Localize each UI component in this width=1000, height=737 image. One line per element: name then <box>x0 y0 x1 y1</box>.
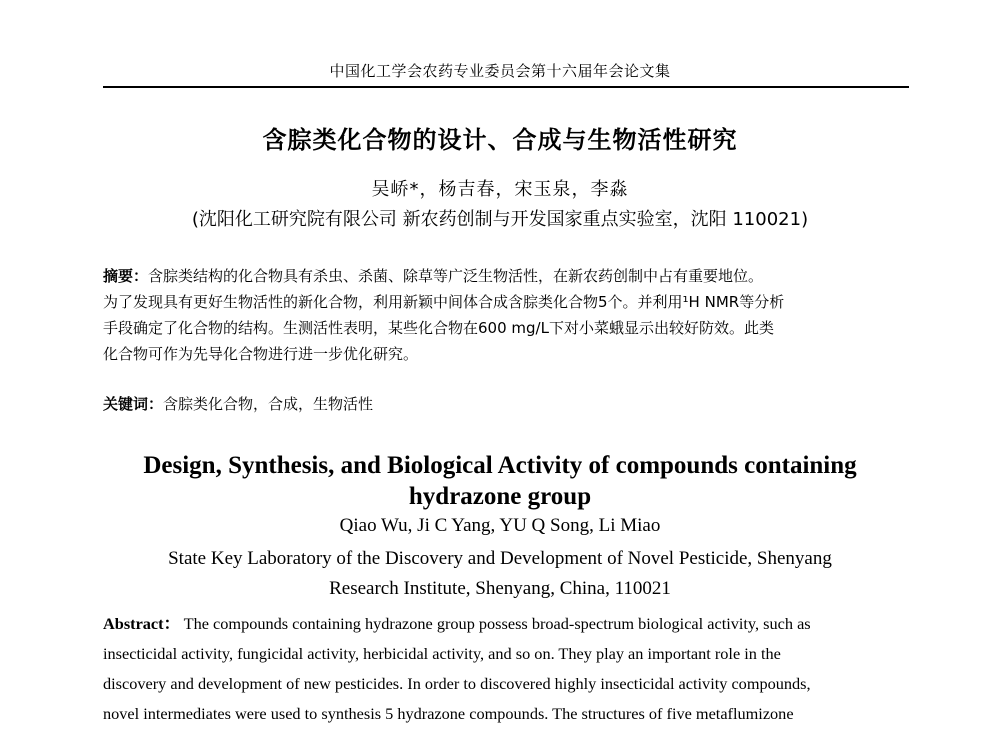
chinese-abstract-line: 摘要：含腙类结构的化合物具有杀虫、杀菌、除草等广泛生物活性，在新农药创制中占有重要地位。 <box>103 267 764 285</box>
english-affiliation-line: State Key Laboratory of the Discovery and Development of Novel Pesticide, Shenyang <box>168 548 832 569</box>
english-authors: Qiao Wu, Ji C Yang, YU Q Song, Li Miao <box>339 515 661 536</box>
chinese-abstract-line: 为了发现具有更好生物活性的新化合物，利用新颖中间体合成含腙类化合物5个。并利用¹H NMR等分析 <box>103 293 785 311</box>
english-affiliation-line: Research Institute, Shenyang, China, 110021 <box>329 578 671 599</box>
english-abstract-line: insecticidal activity, fungicidal activity, herbicidal activity, and so on. They play an important role in the <box>103 644 781 663</box>
english-title <box>110 450 890 512</box>
english-abstract <box>103 609 913 729</box>
chinese-authors: 吴峤*，杨吉春，宋玉泉，李淼 <box>371 179 629 200</box>
english-abstract-line: Abstract： The compounds containing hydrazone group possess broad-spectrum biological activity, such as <box>103 614 811 633</box>
chinese-keywords-text: 含腙类化合物，合成，生物活性 <box>163 395 374 413</box>
english-abstract-line: novel intermediates were used to synthesis 5 hydrazone compounds. The structures of five metaflumizone <box>103 704 794 723</box>
header-rule <box>103 86 909 88</box>
chinese-keywords <box>103 392 913 416</box>
english-title-line: Design, Synthesis, and Biological Activity of compounds containing <box>143 452 857 479</box>
running-header: 中国化工学会农药专业委员会第十六届年会论文集 <box>329 62 671 80</box>
chinese-title: 含腙类化合物的设计、合成与生物活性研究 <box>262 126 738 154</box>
chinese-abstract-label: 摘要： <box>103 267 149 285</box>
english-title-line: hydrazone group <box>408 483 592 510</box>
english-abstract-label: Abstract： <box>103 614 180 633</box>
chinese-abstract-line: 化合物可作为先导化合物进行进一步优化研究。 <box>103 345 419 363</box>
english-affiliation <box>120 544 880 604</box>
chinese-abstract-line: 手段确定了化合物的结构。生测活性表明，某些化合物在600 mg/L下对小菜蛾显示出较好防效。此类 <box>103 319 774 337</box>
chinese-abstract <box>103 263 913 367</box>
chinese-affiliation: (沈阳化工研究院有限公司 新农药创制与开发国家重点实验室，沈阳 110021) <box>191 209 809 230</box>
chinese-keywords-label: 关键词： <box>103 395 164 413</box>
english-abstract-line: discovery and development of new pesticides. In order to discovered highly insecticidal activity compounds, <box>103 674 811 693</box>
